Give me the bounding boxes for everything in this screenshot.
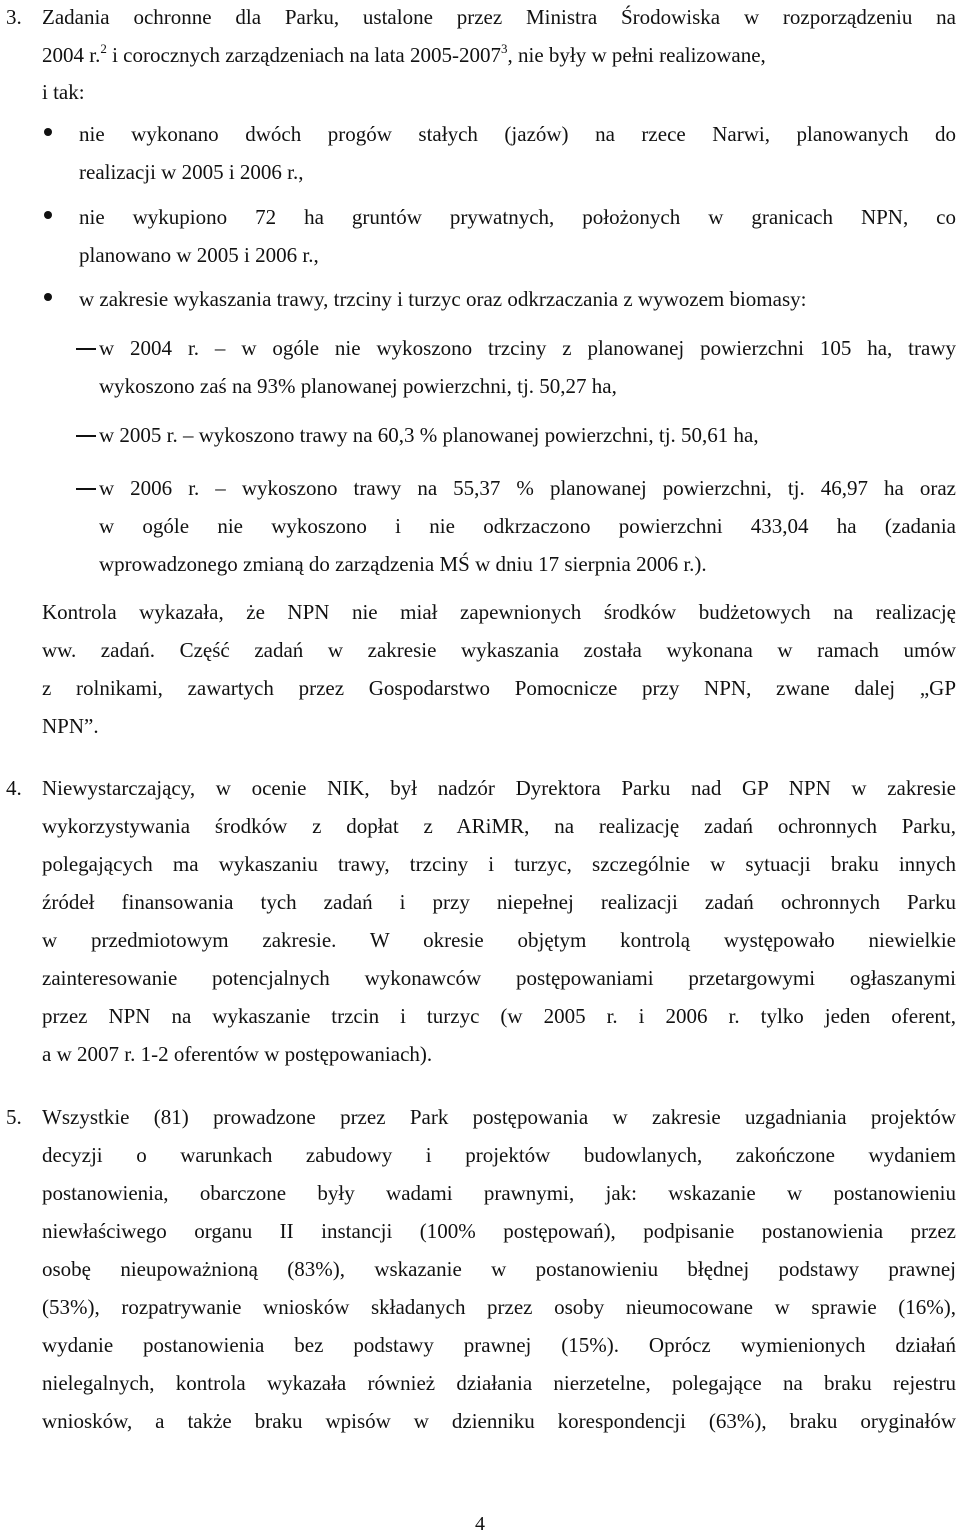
item-3-line-2b: i corocznych zarządzeniach na lata 2005-2007 xyxy=(106,43,501,67)
bullet-1-line-2: realizacji w 2005 i 2006 r., xyxy=(79,160,304,184)
control-line-1: Kontrola wykazała, że NPN nie miał zapewnionych środków budżetowych na realizację xyxy=(42,600,956,624)
dash-1-line-1: w 2004 r. – w ogóle nie wykoszono trzciny z planowanej powierzchni 105 ha, trawy xyxy=(99,336,956,360)
dash-icon xyxy=(76,488,96,490)
item-3-line-2c: , nie były w pełni realizowane, xyxy=(507,43,766,67)
dash-3-line-1: w 2006 r. – wykoszono trawy na 55,37 % planowanej powierzchni, tj. 46,97 ha oraz xyxy=(99,476,956,500)
footnote-ref-3[interactable]: 3 xyxy=(500,41,508,56)
item-4-line-6: zainteresowanie potencjalnych wykonawców postępowaniami przetargowymi ogłaszanymi xyxy=(42,966,956,990)
item-4-number: 4. xyxy=(6,776,22,800)
bullet-icon xyxy=(44,128,52,136)
item-3-line-3: i tak: xyxy=(42,80,85,104)
item-5-line-3: postanowienia, obarczone były wadami prawnymi, jak: wskazanie w postanowieniu xyxy=(42,1181,956,1205)
item-5-line-8: nielegalnych, kontrola wykazała również działania nierzetelne, polegające na braku rejestru xyxy=(42,1371,956,1395)
control-line-3: z rolnikami, zawartych przez Gospodarstwo Pomocnicze przy NPN, zwane dalej „GP xyxy=(42,676,956,700)
item-5-number: 5. xyxy=(6,1105,22,1129)
bullet-icon xyxy=(44,211,52,219)
item-4-line-3: polegających ma wykaszaniu trawy, trzciny i turzyc, szczególnie w sytuacji braku innych xyxy=(42,852,956,876)
item-5-line-9: wniosków, a także braku wpisów w dzienniku korespondencji (63%), braku oryginałów xyxy=(42,1409,956,1433)
bullet-2-line-1: nie wykupiono 72 ha gruntów prywatnych, położonych w granicach NPN, co xyxy=(79,205,956,229)
item-4-line-7: przez NPN na wykaszanie trzcin i turzyc (w 2005 r. i 2006 r. tylko jeden oferent, xyxy=(42,1004,956,1028)
item-5-line-2: decyzji o warunkach zabudowy i projektów budowlanych, zakończone wydaniem xyxy=(42,1143,956,1167)
control-line-2: ww. zadań. Część zadań w zakresie wykaszania została wykonana w ramach umów xyxy=(42,638,956,662)
dash-icon xyxy=(76,435,96,437)
item-5-line-5: osobę nieupoważnioną (83%), wskazanie w postanowieniu błędnej podstawy prawnej xyxy=(42,1257,956,1281)
item-3-line-1: Zadania ochronne dla Parku, ustalone przez Ministra Środowiska w rozporządzeniu na xyxy=(42,5,956,29)
bullet-3-line-1: w zakresie wykaszania trawy, trzciny i turzyc oraz odkrzaczania z wywozem biomasy: xyxy=(79,287,807,311)
dash-1-line-2: wykoszono zaś na 93% planowanej powierzchni, tj. 50,27 ha, xyxy=(99,374,617,398)
item-3-number: 3. xyxy=(6,5,22,29)
item-4-line-4: źródeł finansowania tych zadań i przy niepełnej realizacji zadań ochronnych Parku xyxy=(42,890,956,914)
item-3-line-2a: 2004 r. xyxy=(42,43,101,67)
bullet-icon xyxy=(44,293,52,301)
page-number: 4 xyxy=(475,1513,485,1535)
bullet-2-line-2: planowano w 2005 i 2006 r., xyxy=(79,243,319,267)
dash-2-line-1: w 2005 r. – wykoszono trawy na 60,3 % planowanej powierzchni, tj. 50,61 ha, xyxy=(99,423,759,447)
dash-3-line-3: wprowadzonego zmianą do zarządzenia MŚ w dniu 17 sierpnia 2006 r.). xyxy=(99,552,707,576)
item-5-line-7: wydanie postanowienia bez podstawy prawnej (15%). Oprócz wymienionych działań xyxy=(42,1333,956,1357)
item-5-line-1: Wszystkie (81) prowadzone przez Park postępowania w zakresie uzgadniania projektów xyxy=(42,1105,956,1129)
item-5-line-4: niewłaściwego organu II instancji (100% postępowań), podpisanie postanowienia przez xyxy=(42,1219,956,1243)
item-4-line-5: w przedmiotowym zakresie. W okresie objętym kontrolą występowało niewielkie xyxy=(42,928,956,952)
item-4-line-1: Niewystarczający, w ocenie NIK, był nadzór Dyrektora Parku nad GP NPN w zakresie xyxy=(42,776,956,800)
item-3-line-2 xyxy=(42,42,956,68)
dash-3-line-2: w ogóle nie wykoszono i nie odkrzaczono powierzchni 433,04 ha (zadania xyxy=(99,514,956,538)
dash-icon xyxy=(76,348,96,350)
control-line-4: NPN”. xyxy=(42,714,99,738)
footnote-ref-2[interactable]: 2 xyxy=(100,41,107,56)
item-4-line-8: a w 2007 r. 1-2 oferentów w postępowaniach). xyxy=(42,1042,433,1066)
item-5-line-6: (53%), rozpatrywanie wniosków składanych przez osoby nieumocowane w sprawie (16%), xyxy=(42,1295,956,1319)
bullet-1-line-1: nie wykonano dwóch progów stałych (jazów) na rzece Narwi, planowanych do xyxy=(79,122,956,146)
item-4-line-2: wykorzystywania środków z dopłat z ARiMR, na realizację zadań ochronnych Parku, xyxy=(42,814,956,838)
